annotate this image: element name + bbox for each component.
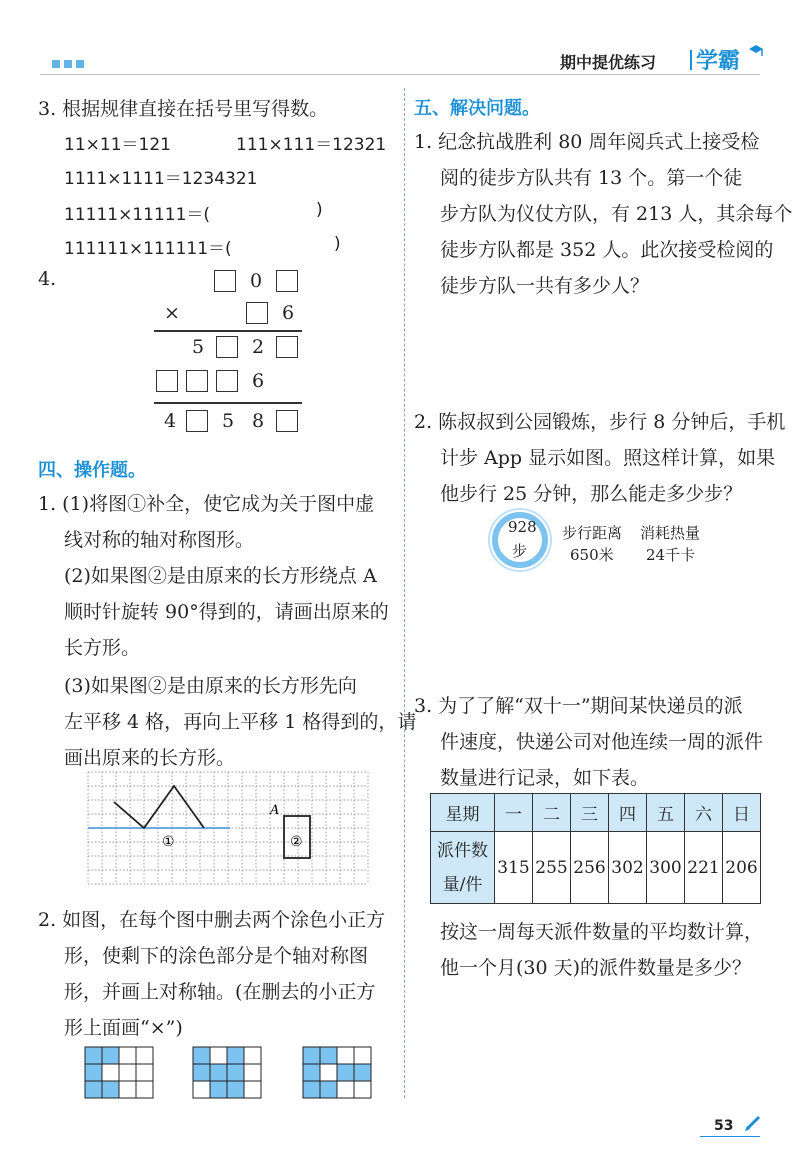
header-separator — [690, 50, 692, 70]
page-number: 53 — [714, 1118, 734, 1134]
op1-line: 线对称的轴对称图形。 — [64, 529, 255, 551]
distance-label: 步行距离 — [562, 524, 623, 542]
blank-cell[interactable] — [244, 1064, 261, 1081]
figure-1-label: ① — [162, 834, 175, 850]
q4-digit: 6 — [282, 302, 295, 324]
q4-digit: 2 — [252, 336, 265, 358]
table-header-day: 六 — [685, 794, 723, 832]
column-divider — [404, 88, 405, 1098]
q3-eq5: 111111×111111＝( — [64, 239, 232, 259]
shaded-grid-3[interactable] — [302, 1046, 374, 1100]
p2-line: 2. 陈叔叔到公园锻炼，步行 8 分钟后，手机 — [414, 411, 786, 433]
shaded-cell[interactable] — [102, 1081, 119, 1098]
steps-unit: 步 — [512, 542, 528, 560]
section-title-operations: 四、操作题。 — [38, 460, 146, 481]
blank-cell[interactable] — [119, 1081, 136, 1098]
shaded-cell[interactable] — [85, 1081, 102, 1098]
blank-cell[interactable] — [337, 1081, 354, 1098]
table-header-day: 三 — [571, 794, 609, 832]
shaded-grid-1[interactable] — [84, 1046, 156, 1100]
steps-value: 928 — [508, 518, 537, 536]
table-header-day: 一 — [495, 794, 533, 832]
table-header-day: 日 — [723, 794, 761, 832]
blank-cell[interactable] — [102, 1064, 119, 1081]
answer-box[interactable] — [276, 270, 298, 292]
shaded-cell[interactable] — [303, 1064, 320, 1081]
header-rule — [40, 74, 760, 75]
p3-line: 数量进行记录，如下表。 — [440, 767, 650, 789]
blank-cell[interactable] — [136, 1047, 153, 1064]
shaded-cell[interactable] — [85, 1047, 102, 1064]
table-cell: 300 — [647, 832, 685, 904]
op2-line: 形上面画“×”) — [64, 1017, 183, 1039]
answer-box[interactable] — [276, 336, 298, 358]
op2-line: 形，使剩下的涂色部分是个轴对称图 — [64, 945, 369, 967]
times-sign: × — [164, 302, 180, 324]
answer-box[interactable] — [214, 270, 236, 292]
q4-digit: 4 — [164, 410, 177, 432]
table-row-label — [431, 832, 495, 904]
op1-line: 左平移 4 格，再向上平移 1 格得到的，请 — [64, 711, 417, 733]
grad-cap-icon — [748, 44, 764, 58]
q3-eq4: 11111×11111＝( — [64, 205, 211, 225]
table-row — [431, 832, 761, 904]
pencil-icon — [744, 1114, 762, 1132]
header-decoration-square — [64, 60, 72, 68]
section-title-problems: 五、解决问题。 — [414, 98, 540, 119]
shaded-cell[interactable] — [303, 1081, 320, 1098]
row-label-line: 派件数 — [437, 840, 488, 861]
blank-cell[interactable] — [354, 1081, 371, 1098]
op1-line: 顺时针旋转 90°得到的，请画出原来的 — [64, 601, 389, 623]
answer-box[interactable] — [246, 302, 268, 324]
blank-cell[interactable] — [354, 1047, 371, 1064]
table-cell: 302 — [609, 832, 647, 904]
shaded-cell[interactable] — [354, 1064, 371, 1081]
blank-cell[interactable] — [244, 1081, 261, 1098]
op2-line: 2. 如图，在每个图中删去两个涂色小正方 — [38, 909, 386, 931]
blank-cell[interactable] — [119, 1064, 136, 1081]
q4-digit: 5 — [222, 410, 235, 432]
shaded-cell[interactable] — [210, 1081, 227, 1098]
p1-line: 徒步方队一共有多少人？ — [440, 275, 650, 297]
shaded-cell[interactable] — [227, 1064, 244, 1081]
brand-logo: 学霸 — [696, 49, 741, 74]
table-cell: 256 — [571, 832, 609, 904]
p1-line: 1. 纪念抗战胜利 80 周年阅兵式上接受检 — [414, 131, 760, 153]
shaded-cell[interactable] — [320, 1081, 337, 1098]
table-row — [431, 794, 761, 832]
shaded-grid-2[interactable] — [192, 1046, 264, 1100]
op1-line: (2)如果图②是由原来的长方形绕点 A — [64, 565, 377, 587]
shaded-cell[interactable] — [303, 1047, 320, 1064]
op1-line: (3)如果图②是由原来的长方形先向 — [64, 675, 357, 697]
header-title: 期中提优练习 — [560, 53, 657, 72]
blank-cell[interactable] — [119, 1047, 136, 1064]
delivery-table — [430, 793, 761, 904]
p1-line: 徒步方队都是 352 人。此次接受检阅的 — [440, 239, 774, 261]
blank-cell[interactable] — [136, 1064, 153, 1081]
calorie-label: 消耗热量 — [640, 524, 701, 542]
calc-line — [154, 330, 302, 332]
answer-box[interactable] — [216, 336, 238, 358]
shaded-cell[interactable] — [85, 1064, 102, 1081]
table-cell: 255 — [533, 832, 571, 904]
answer-box[interactable] — [186, 410, 208, 432]
table-cell: 206 — [723, 832, 761, 904]
answer-box[interactable] — [216, 370, 238, 392]
blank-cell[interactable] — [244, 1047, 261, 1064]
op1-line: 画出原来的长方形。 — [64, 747, 236, 769]
figure-1-partial — [114, 786, 204, 828]
calorie-value: 24千卡 — [646, 546, 696, 564]
distance-value: 650米 — [570, 546, 614, 564]
table-cell: 221 — [685, 832, 723, 904]
p1-line: 步方队为仪仗方队，有 213 人，其余每个 — [440, 203, 793, 225]
calc-line — [154, 402, 302, 404]
answer-box[interactable] — [276, 410, 298, 432]
row-label-line: 量/件 — [442, 874, 483, 895]
table-header-label: 星期 — [431, 794, 495, 832]
q3-eq1: 11×11＝121 — [64, 135, 171, 155]
q4-digit: 8 — [252, 410, 265, 432]
blank-cell[interactable] — [136, 1081, 153, 1098]
shaded-cell[interactable] — [193, 1047, 210, 1064]
q3-eq5-close: ) — [334, 234, 341, 254]
table-header-day: 五 — [647, 794, 685, 832]
shaded-cell[interactable] — [102, 1047, 119, 1064]
header-decoration-square — [52, 60, 60, 68]
q4-digit: 6 — [252, 370, 265, 392]
q4-digit: 0 — [250, 270, 263, 292]
shaded-cell[interactable] — [227, 1081, 244, 1098]
answer-box[interactable] — [186, 370, 208, 392]
shaded-cell[interactable] — [210, 1064, 227, 1081]
grid-figure[interactable] — [80, 766, 376, 892]
answer-box[interactable] — [156, 370, 178, 392]
table-header-day: 二 — [533, 794, 571, 832]
p1-line: 阅的徒步方队共有 13 个。第一个徒 — [440, 167, 743, 189]
blank-cell[interactable] — [320, 1064, 337, 1081]
q3-eq4-close: ) — [316, 200, 323, 220]
op1-line: 长方形。 — [64, 637, 141, 659]
shaded-cell[interactable] — [320, 1047, 337, 1064]
blank-cell[interactable] — [210, 1047, 227, 1064]
point-a-label: A — [270, 803, 280, 818]
blank-cell[interactable] — [337, 1047, 354, 1064]
table-header-day: 四 — [609, 794, 647, 832]
shaded-cell[interactable] — [227, 1047, 244, 1064]
shaded-cell[interactable] — [337, 1064, 354, 1081]
table-cell: 315 — [495, 832, 533, 904]
p3-line: 按这一周每天派件数量的平均数计算， — [440, 921, 764, 943]
p3-line: 他一个月(30 天)的派件数量是多少？ — [440, 957, 752, 979]
q3-eq3: 1111×1111＝1234321 — [64, 169, 258, 189]
p2-line: 计步 App 显示如图。照这样计算，如果 — [440, 447, 776, 469]
q3-eq2: 111×111＝12321 — [236, 135, 387, 155]
figure-2-label: ② — [290, 834, 303, 850]
header-decoration-square — [76, 60, 84, 68]
page-number-underline — [700, 1136, 760, 1137]
shaded-cell[interactable] — [193, 1064, 210, 1081]
p3-line: 3. 为了了解“双十一”期间某快递员的派 — [414, 695, 743, 717]
q3-stem: 3. 根据规律直接在括号里写得数。 — [38, 98, 329, 120]
p2-line: 他步行 25 分钟，那么能走多少步？ — [440, 483, 743, 505]
op1-line: 1. (1)将图①补全，使它成为关于图中虚 — [38, 493, 375, 515]
blank-cell[interactable] — [193, 1081, 210, 1098]
q4-number: 4. — [38, 268, 57, 290]
p3-line: 件速度，快递公司对他连续一周的派件 — [440, 731, 764, 753]
q4-digit: 5 — [192, 336, 205, 358]
op2-line: 形，并画上对称轴。(在删去的小正方 — [64, 981, 376, 1003]
